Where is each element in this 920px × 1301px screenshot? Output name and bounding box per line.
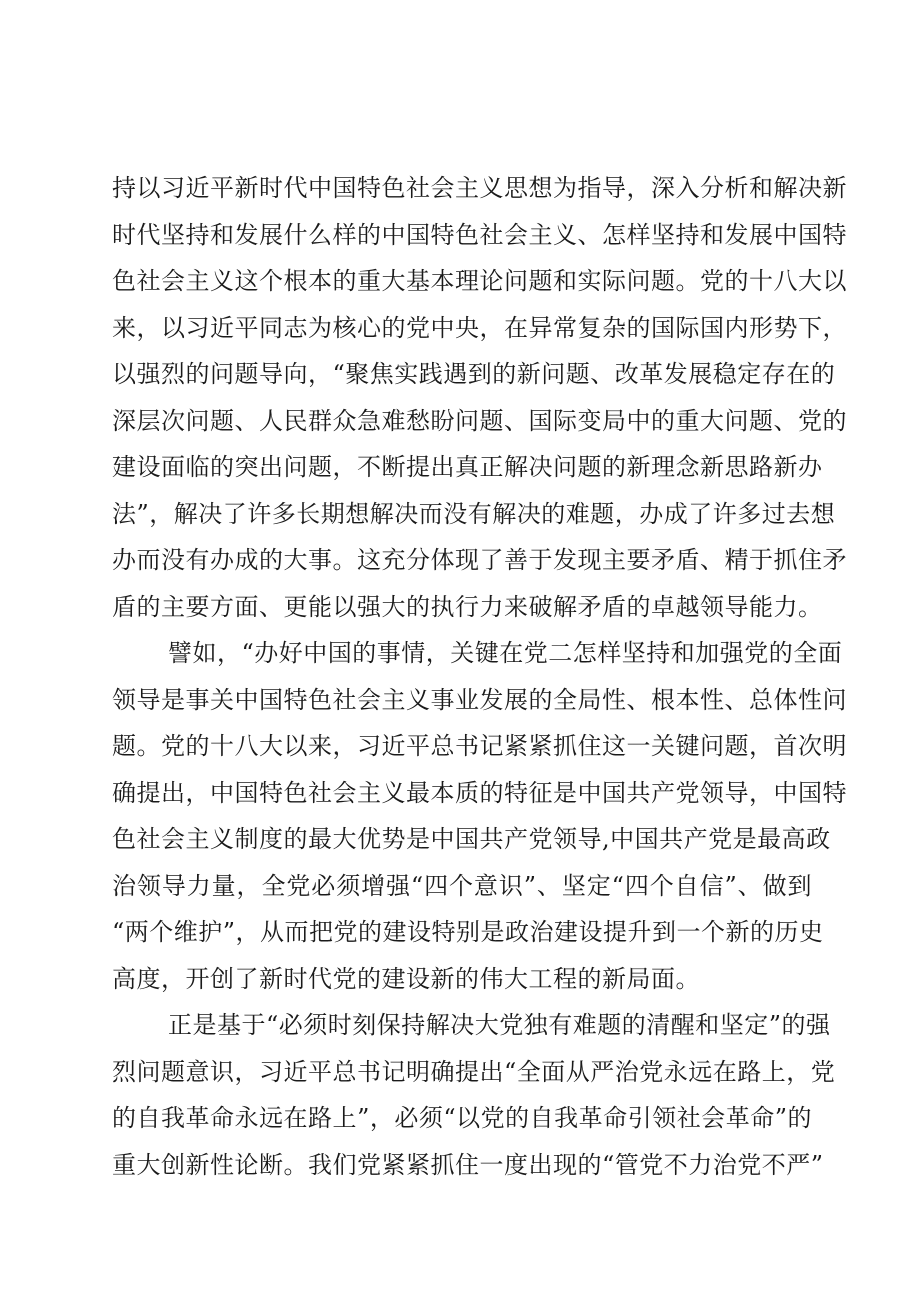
text-line: 持以习近平新时代中国特色社会主义思想为指导，深入分析和解决新 [112,174,847,202]
text-line: 正是基于“必须时刻保持解决大党独有难题的清醒和坚定”的强 [168,1011,831,1039]
text-line: 色社会主义制度的最大优势是中国共产党领导,中国共产党是最高政 [112,825,831,853]
text-line: 烈问题意识，习近平总书记明确提出“全面从严治党永远在路上，党 [112,1057,836,1086]
text-line: “两个维护”，从而把党的建设特别是政治建设提升到一个新的历史 [112,918,824,946]
text-line: 的自我革命永远在路上”，必须“以党的自我革命引领社会革命”的 [112,1104,812,1132]
text-line: 譬如，“办好中国的事情，关键在党二怎样坚持和加强党的全面 [168,639,843,667]
text-line: 来，以习近平同志为核心的党中央，在异常复杂的国际国内形势下， [112,313,847,342]
text-line: 高度，开创了新时代党的建设新的伟大工程的新局面。 [112,964,700,993]
text-line: 治领导力量，全党必须增强“四个意识”、坚定“四个自信”、做到 [112,871,812,900]
text-line: 盾的主要方面、更能以强大的执行力来破解矛盾的卓越领导能力。 [112,592,823,621]
body-text [112,165,847,1188]
text-line: 题。党的十八大以来，习近平总书记紧紧抓住这一关键问题，首次明 [112,732,847,760]
text-line: 以强烈的问题导向，“聚焦实践遇到的新问题、改革发展稳定存在的 [112,360,836,388]
text-line: 深层次问题、人民群众急难愁盼问题、国际变局中的重大问题、党的 [112,406,847,435]
text-line: 色社会主义这个根本的重大基本理论问题和实际问题。党的十八大以 [112,267,847,295]
text-line: 时代坚持和发展什么样的中国特色社会主义、怎样坚持和发展中国特 [112,220,847,249]
text-line: 确提出，中国特色社会主义最本质的特征是中国共产党领导，中国特 [112,778,847,807]
text-line: 重大创新性论断。我们党紧紧抓住一度出现的“管党不力治党不严” [112,1150,824,1179]
text-line: 建设面临的突出问题，不断提出真正解决问题的新理念新思路新办 [112,453,823,481]
text-line: 办而没有办成的大事。这充分体现了善于发现主要矛盾、精于抓住矛 [112,546,847,574]
text-line: 法”，解决了许多长期想解决而没有解决的难题，办成了许多过去想 [112,499,836,528]
text-line: 领导是事关中国特色社会主义事业发展的全局性、根本性、总体性问 [112,685,847,714]
